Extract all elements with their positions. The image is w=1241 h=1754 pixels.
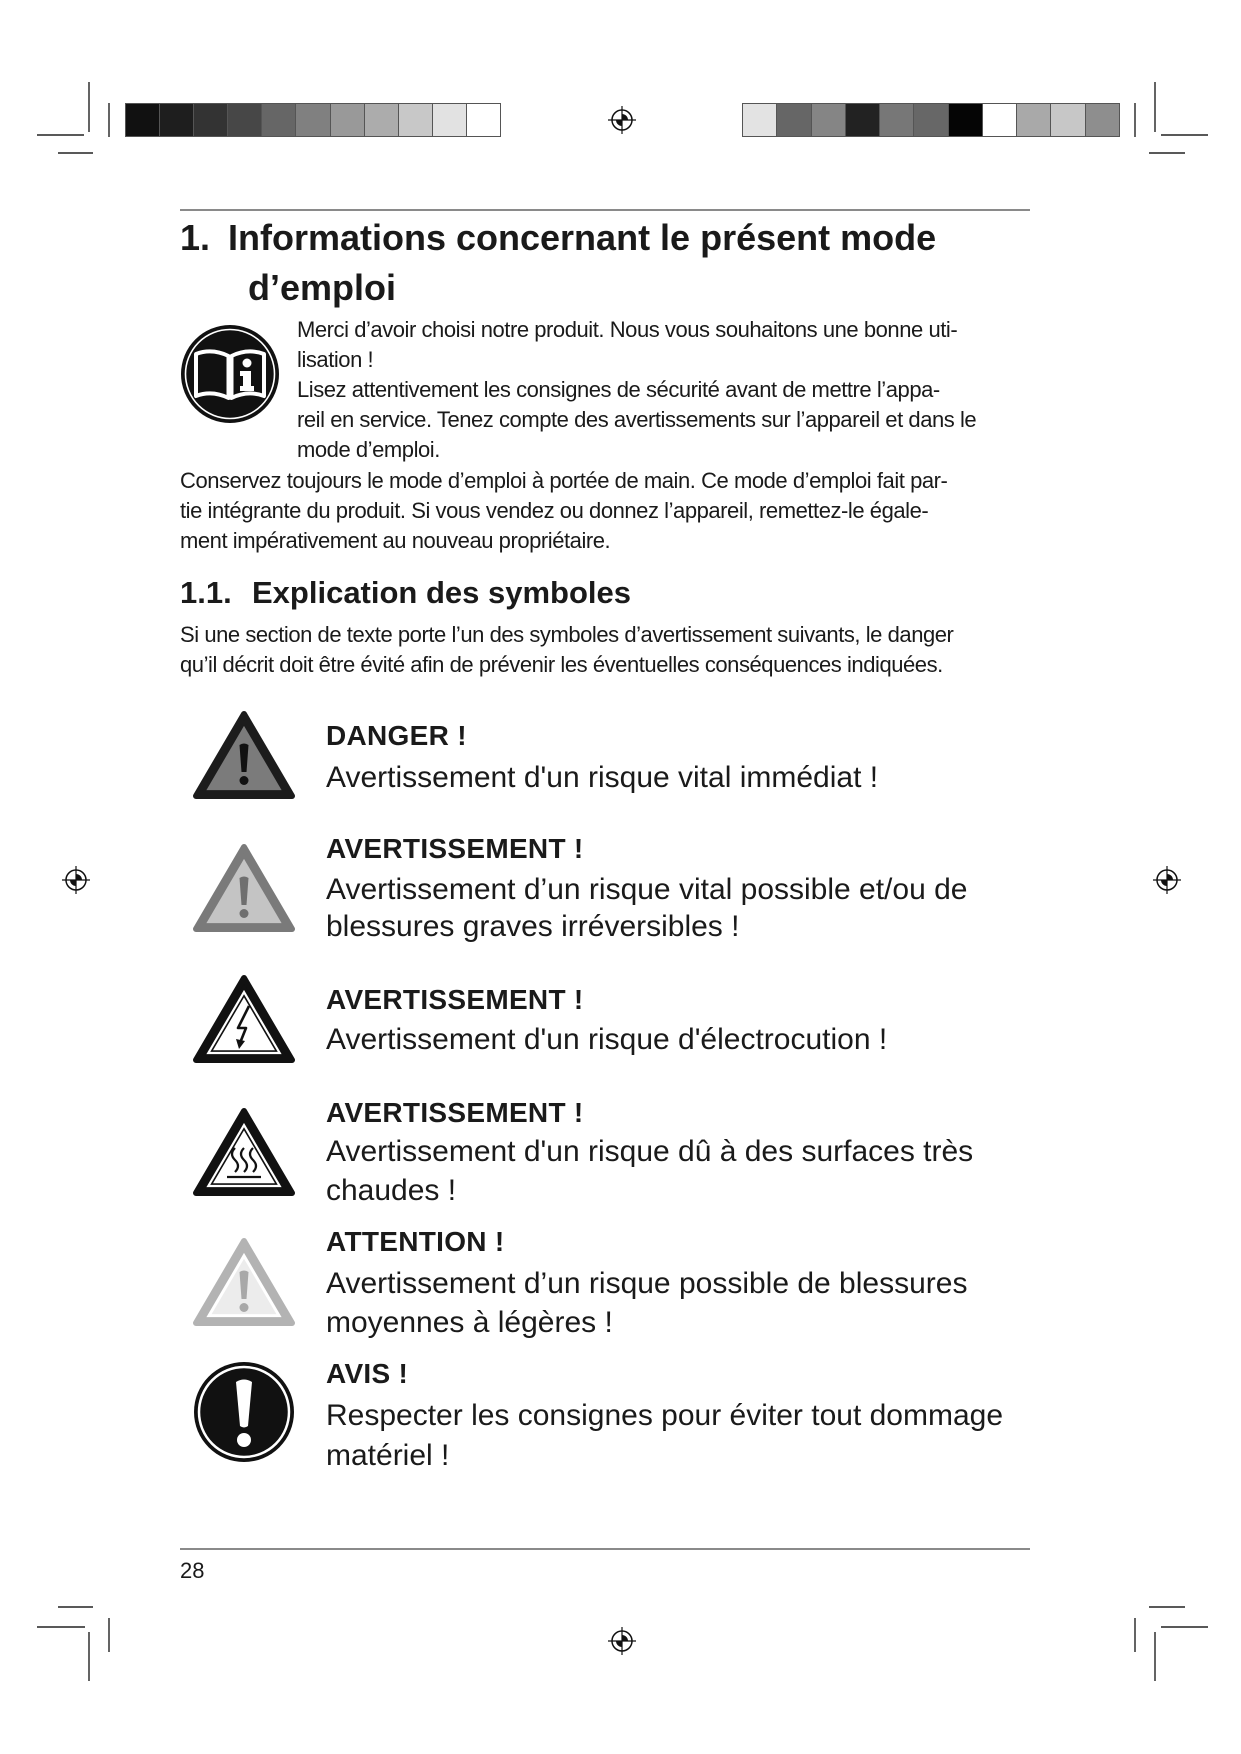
- symbol-label-attention: ATTENTION !: [326, 1226, 505, 1257]
- symbol-label-danger: DANGER !: [326, 720, 467, 751]
- registration-mark-top: [607, 105, 637, 135]
- registration-mark-left: [61, 865, 91, 895]
- page-number: 28: [180, 1558, 205, 1583]
- calibration-swatch: [262, 104, 296, 136]
- calibration-swatch: [983, 104, 1017, 136]
- keep-notice-line: Conservez toujours le mode d’emploi à portée de main. Ce mode d’emploi fait par-: [180, 468, 948, 493]
- top-rule: [180, 209, 1030, 211]
- section-number: 1.: [180, 217, 211, 258]
- symbol-description: Avertissement d’un risque possible de blessures: [326, 1267, 968, 1300]
- calibration-swatch: [812, 104, 846, 136]
- section-title-line-1: Informations concernant le présent mode: [228, 217, 937, 258]
- calibration-swatch: [433, 104, 467, 136]
- calibration-bar-right: [742, 103, 1120, 137]
- keep-notice-line: tie intégrante du produit. Si vous vendez ou donnez l’appareil, remettez-le égale-: [180, 498, 929, 523]
- calibration-swatch: [1086, 104, 1119, 136]
- calibration-swatch: [949, 104, 983, 136]
- calibration-swatch: [777, 104, 811, 136]
- calibration-swatch: [743, 104, 777, 136]
- crop-mark-top-right: [1135, 82, 1208, 153]
- subsection-intro-line: qu’il décrit doit être évité afin de prévenir les éventuelles conséquences indiquées.: [180, 652, 943, 677]
- intro-line: mode d’emploi.: [297, 437, 440, 462]
- calibration-swatch: [1017, 104, 1051, 136]
- calibration-swatch: [296, 104, 330, 136]
- symbol-label-electrocution: AVERTISSEMENT !: [326, 984, 584, 1015]
- calibration-swatch: [160, 104, 194, 136]
- calibration-swatch: [194, 104, 228, 136]
- calibration-swatch: [846, 104, 880, 136]
- symbol-description: Respecter les consignes pour éviter tout dommage: [326, 1399, 1004, 1432]
- symbol-description: blessures graves irréversibles !: [326, 910, 740, 943]
- subsection-number: 1.1.: [180, 575, 232, 610]
- calibration-swatch: [467, 104, 500, 136]
- symbol-label-hot-surface: AVERTISSEMENT !: [326, 1097, 584, 1128]
- intro-line: Lisez attentivement les consignes de sécurité avant de mettre l’appa-: [297, 377, 940, 402]
- danger-triangle-icon: [192, 709, 296, 801]
- calibration-swatch: [126, 104, 160, 136]
- calibration-swatch: [880, 104, 914, 136]
- symbol-description: Avertissement d'un risque dû à des surfaces très: [326, 1135, 974, 1168]
- section-title-line-2: d’emploi: [248, 267, 397, 308]
- bottom-rule: [180, 1548, 1030, 1550]
- crop-mark-bottom-left: [37, 1607, 109, 1681]
- subsection-intro-line: Si une section de texte porte l’un des symboles d’avertissement suivants, le danger: [180, 622, 954, 647]
- symbol-label-notice: AVIS !: [326, 1358, 409, 1389]
- intro-line: Merci d’avoir choisi notre produit. Nous vous souhaitons une bonne uti-: [297, 317, 958, 342]
- crop-mark-top-left: [37, 82, 109, 153]
- keep-notice-line: ment impérativement au nouveau propriétaire.: [180, 528, 611, 553]
- registration-mark-right: [1152, 865, 1182, 895]
- notice-exclamation-icon: [192, 1360, 296, 1464]
- intro-line: lisation !: [297, 347, 374, 372]
- symbol-description: Avertissement d'un risque vital immédiat !: [326, 761, 879, 794]
- calibration-swatch: [228, 104, 262, 136]
- calibration-swatch: [1051, 104, 1085, 136]
- calibration-swatch: [399, 104, 433, 136]
- crop-mark-bottom-right: [1135, 1607, 1208, 1681]
- intro-line: reil en service. Tenez compte des avertissements sur l’appareil et dans le: [297, 407, 977, 432]
- subsection-title: Explication des symboles: [252, 575, 632, 610]
- symbol-description: chaudes !: [326, 1174, 457, 1207]
- caution-triangle-icon: [192, 1236, 296, 1328]
- info-book-icon: [180, 324, 280, 424]
- symbol-label-warning: AVERTISSEMENT !: [326, 833, 584, 864]
- symbol-description: matériel !: [326, 1439, 450, 1472]
- electric-shock-triangle-icon: [192, 973, 296, 1065]
- registration-mark-bottom: [607, 1626, 637, 1656]
- symbol-description: Avertissement d’un risque vital possible et/ou de: [326, 873, 968, 906]
- calibration-swatch: [365, 104, 399, 136]
- warning-triangle-icon: [192, 842, 296, 934]
- symbol-description: moyennes à légères !: [326, 1306, 613, 1339]
- calibration-bar-left: [125, 103, 501, 137]
- hot-surface-triangle-icon: [192, 1106, 296, 1198]
- calibration-swatch: [331, 104, 365, 136]
- calibration-swatch: [914, 104, 948, 136]
- symbol-description: Avertissement d'un risque d'électrocution !: [326, 1023, 888, 1056]
